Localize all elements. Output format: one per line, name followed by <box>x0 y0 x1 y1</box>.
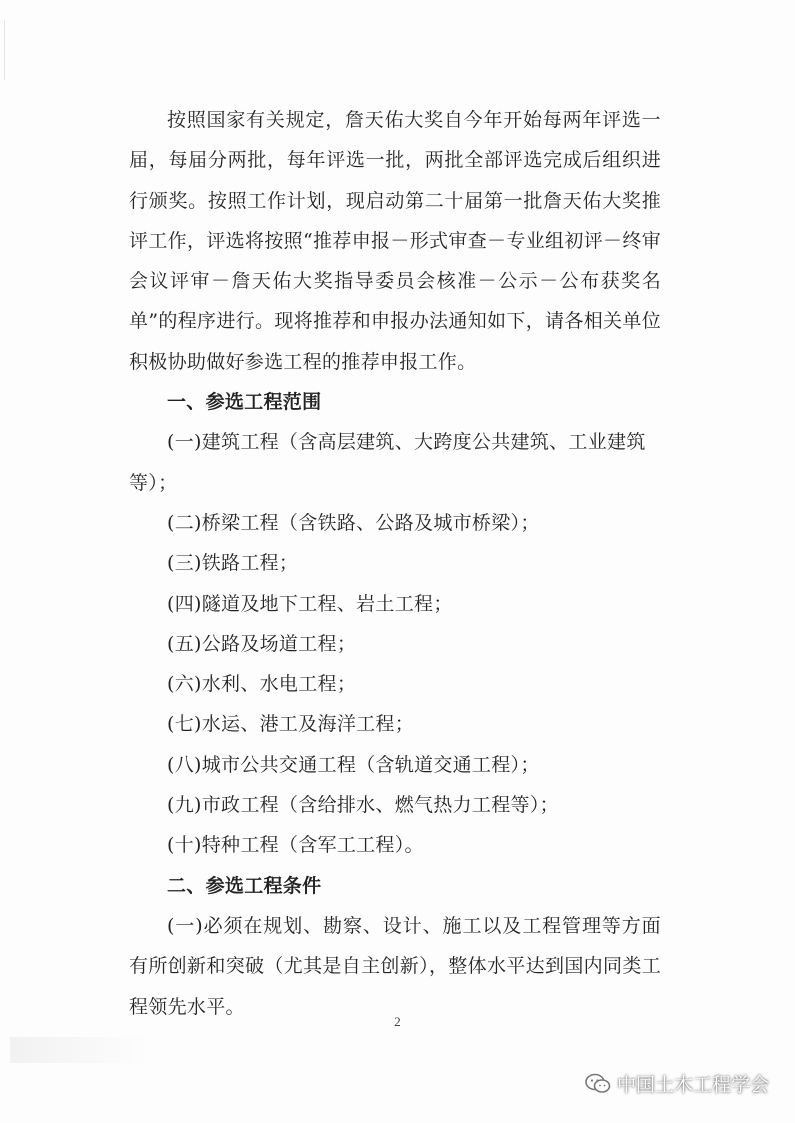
scope-item-9: (九)市政工程（含给排水、燃气热力工程等）； <box>167 794 559 817</box>
scan-edge-line <box>4 20 5 80</box>
scope-item-7: (七)水运、港工及海洋工程； <box>167 713 415 736</box>
section-heading-conditions: 二、参选工程条件 <box>167 874 322 897</box>
watermark <box>585 1070 769 1097</box>
scope-item-4: (四)隧道及地下工程、岩土工程； <box>167 592 453 615</box>
document-body <box>129 100 661 1027</box>
scope-item-6: (六)水利、水电工程； <box>167 673 357 696</box>
watermark-text: 中国土木工程学会 <box>616 1074 769 1096</box>
condition-item-1: (一)必须在规划、勘察、设计、施工以及工程管理等方面有所创新和突破（尤其是自主创新），整体水平达到国内同类工程领先水平。 <box>129 914 661 1018</box>
scan-smudge <box>10 1037 150 1063</box>
wechat-icon <box>585 1073 611 1095</box>
scope-item-2: (二)桥梁工程（含铁路、公路及城市桥梁）； <box>167 511 540 534</box>
page-number: 2 <box>394 1014 401 1029</box>
scope-item-8: (八)城市公共交通工程（含轨道交通工程）； <box>167 753 540 776</box>
scope-item-10: (十)特种工程（含军工工程）。 <box>167 834 424 857</box>
scope-item-3: (三)铁路工程； <box>167 552 299 575</box>
scope-item-5: (五)公路及场道工程； <box>167 632 357 655</box>
section-heading-scope: 一、参选工程范围 <box>167 391 322 414</box>
intro-paragraph: 按照国家有关规定，詹天佑大奖自今年开始每两年评选一届，每届分两批，每年评选一批，两批全部评选完成后组织进行颁奖。按照工作计划，现启动第二十届第一批詹天佑大奖推评工作，评选将按照“推荐申报－形式审查－专业组初评－终审会议评审－詹天佑大奖指导委员会核准－公示－公布获奖名单”的程序进行。现将推荐和申报办法通知如下，请各相关单位积极协助做好参选工程的推荐申报工作。 <box>129 109 661 373</box>
scope-item-1: (一)建筑工程（含高层建筑、大跨度公共建筑、工业建筑等）； <box>129 431 646 494</box>
